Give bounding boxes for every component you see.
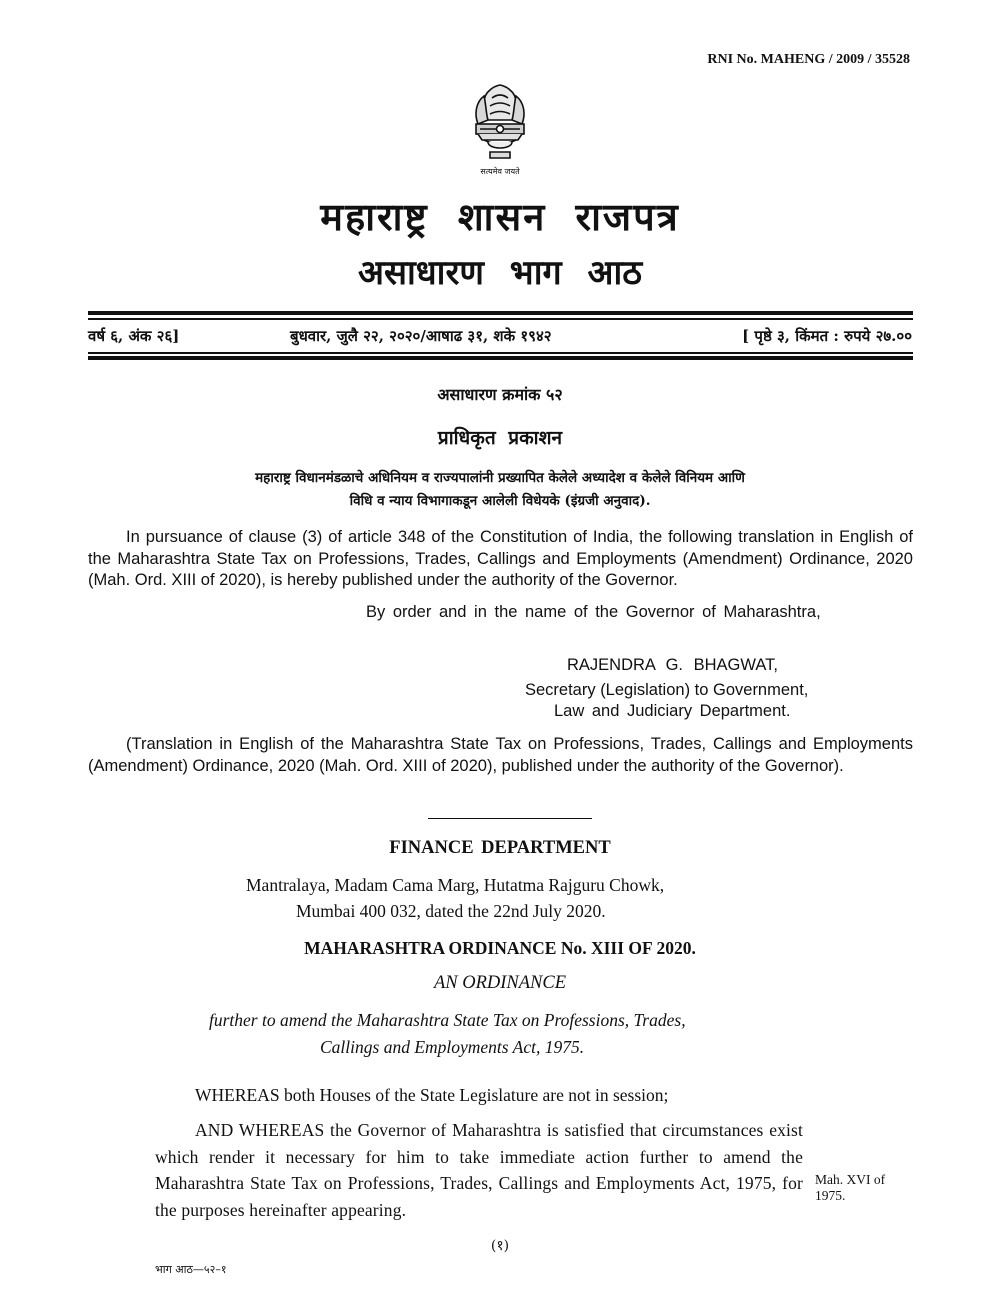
page-number: (१) (490, 1238, 510, 1254)
margin-note-line-1: Mah. XVI of (815, 1172, 886, 1187)
whereas-text-1: WHEREAS both Houses of the State Legislature are not in session; (195, 1085, 669, 1105)
gazette-subtitle: असाधारण भाग आठ (358, 253, 642, 293)
whereas-clause-2 (155, 1117, 803, 1223)
gazette-title: महाराष्ट्र शासन राजपत्र (320, 194, 680, 239)
footer-code: भाग आठ—५२–१ (155, 1263, 227, 1276)
long-title-2: Callings and Employments Act, 1975. (320, 1037, 585, 1057)
whereas-clause-1 (155, 1082, 803, 1109)
preamble-text: In pursuance of clause (3) of article 348 of the Constitution of India, the following translation in English of the Maharashtra State Tax on Professions, Trades, Callings and Employments (Amendment) Ordinance, 2020 (Mah. Ord. XIII of 2020), is hereby published under the authority of the Governor. (88, 528, 913, 589)
signatory-title-2: Law and Judiciary Department. (554, 702, 791, 720)
authorized-publication: प्राधिकृत प्रकाशन (437, 427, 563, 449)
issue-volume: वर्ष ६, अंक २६] (88, 327, 180, 345)
margin-note-line-2: 1975. (815, 1188, 846, 1203)
top-rule-thin (88, 318, 913, 320)
emblem-motto: सत्यमेव जयते (480, 167, 520, 176)
signatory-name: RAJENDRA G. BHAGWAT, (567, 656, 778, 674)
section-divider (428, 818, 592, 819)
national-emblem (468, 80, 532, 182)
by-order-line: By order and in the name of the Governor of Maharashtra, (366, 603, 821, 621)
extraordinary-number: असाधारण क्रमांक ५२ (437, 385, 563, 404)
signatory-title-1: Secretary (Legislation) to Government, (525, 681, 809, 699)
long-title-1: further to amend the Maharashtra State Tax on Professions, Trades, (209, 1010, 686, 1030)
publication-subtitle-2: विधि व न्याय विभागाकडून आलेली विधेयके (इंग्रजी अनुवाद). (349, 493, 651, 509)
translation-paragraph (88, 734, 913, 777)
translation-text: (Translation in English of the Maharashtra State Tax on Professions, Trades, Callings and Employments (Amendment) Ordinance, 2020 (Mah. Ord. XIII of 2020), published under the authority of the Governor). (88, 735, 913, 775)
issue-date: बुधवार, जुलै २२, २०२०/आषाढ ३१, शके १९४२ (290, 327, 552, 345)
top-rule-thick (88, 311, 913, 315)
ordinance-heading: AN ORDINANCE (433, 973, 567, 993)
mid-rule-thin (88, 352, 913, 354)
publication-subtitle-1: महाराष्ट्र विधानमंडळाचे अधिनियम व राज्यपालांनी प्रख्यापित केलेले अध्यादेश व केलेले विनियम आणि (255, 470, 745, 486)
whereas-text-2: AND WHEREAS the Governor of Maharashtra is satisfied that circumstances exist which render it necessary for him to take immediate action further to amend the Maharashtra State Tax on Professions, Trades, Callings and Employments Act, 1975, for the purposes hereinafter appearing. (155, 1120, 803, 1220)
department-name: FINANCE DEPARTMENT (389, 838, 611, 858)
preamble-paragraph (88, 527, 913, 592)
ordinance-number: MAHARASHTRA ORDINANCE No. XIII OF 2020. (304, 938, 696, 958)
issue-pages-price: [ पृष्ठे ३, किंमत : रुपये २७.०० (742, 327, 912, 345)
address-line-2: Mumbai 400 032, dated the 22nd July 2020. (296, 901, 606, 921)
address-line-1: Mantralaya, Madam Cama Marg, Hutatma Rajguru Chowk, (246, 875, 665, 895)
mid-rule-thick (88, 356, 913, 360)
rni-number: RNI No. MAHENG / 2009 / 35528 (707, 52, 910, 67)
margin-note (815, 1172, 915, 1204)
